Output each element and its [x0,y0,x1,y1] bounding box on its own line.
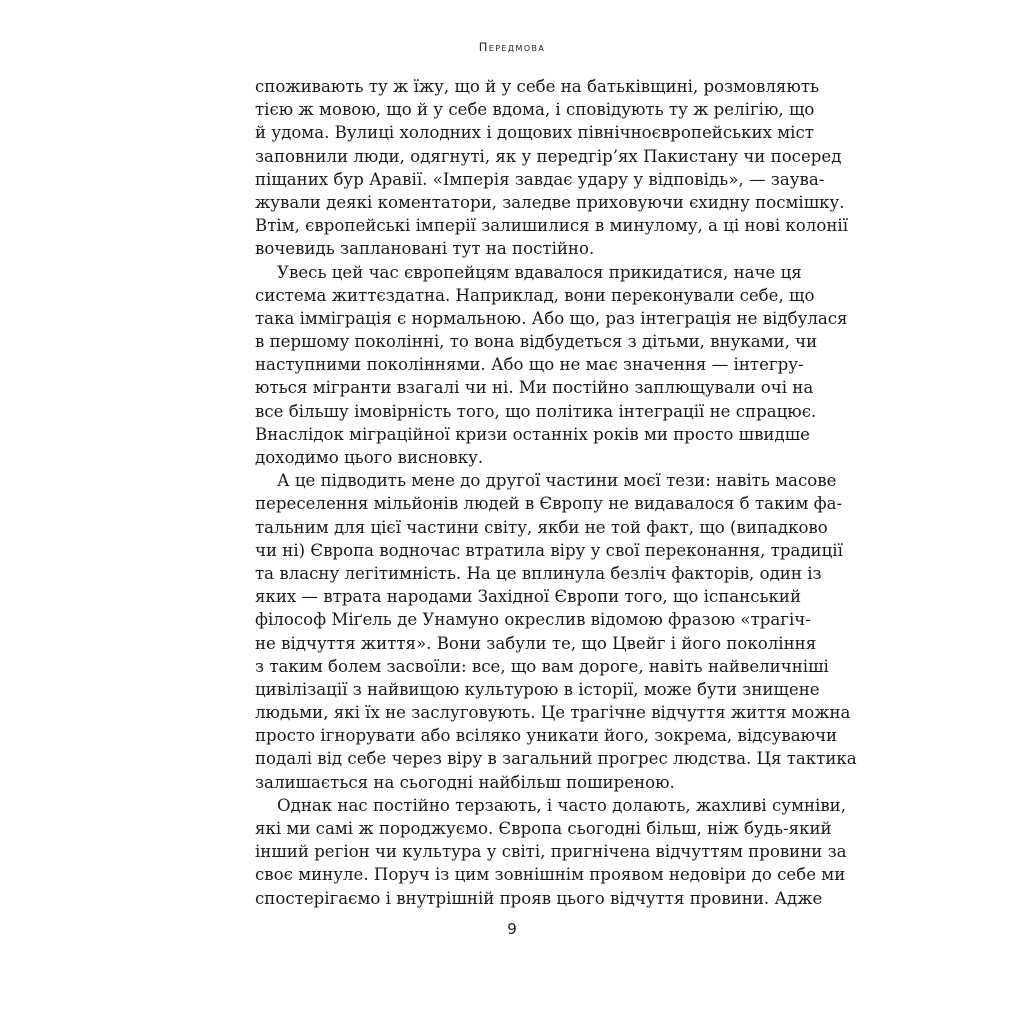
text-line: яких — втрата народами Західної Європи того, що іспанський [255,587,802,607]
text-line: доходимо цього висновку. [255,448,484,467]
text-line: просто ігнорувати або всіляко уникати його, зокрема, відсуваючи [255,726,838,746]
text-line: Однак нас постійно терзають, і часто долають, жахливі сумніви, [277,795,847,815]
text-line: інший регіон чи культура у світі, пригнічена відчуттям провини за [255,842,847,862]
text-line: не відчуття життя». Вони забули те, що Цвейг і його покоління [255,633,817,653]
text-line: тією ж мовою, що й у себе вдома, і сповідують ту ж релігію, що [255,100,815,120]
text-line: Увесь цей час європейцям вдавалося прикидатися, наче ця [277,262,802,282]
text-line: людьми, які їх не заслуговують. Це трагічне відчуття життя можна [255,703,851,723]
text-line: переселення мільйонів людей в Європу не видавалося б таким фа- [255,494,843,514]
text-line: заповнили люди, одягнуті, як у передгір’ях Пакистану чи посеред [255,146,842,166]
running-head: Передмова [478,40,546,54]
text-line: чи ні) Європа водночас втратила віру у свої переконання, традиції [255,540,843,560]
text-line: тальним для цієї частини світу, якби не той факт, що (випадково [255,517,828,537]
text-line: подалі від себе через віру в загальний прогрес людства. Ця тактика [255,749,857,769]
text-line: наступними поколіннями. Або що не має значення — інтегру- [255,355,804,375]
text-line: все більшу імовірність того, що політика інтеграції не спрацює. [255,401,817,421]
text-line: система життєздатна. Наприклад, вони переконували себе, що [255,285,815,305]
page-number: 9 [507,920,517,938]
text-line: А це підводить мене до другої частини моєї тези: навіть масове [277,471,837,491]
text-line: та власну легітимність. На це вплинула безліч факторів, один із [255,563,822,583]
text-line: з таким болем засвоїли: все, що вам дороге, навіть найвеличніші [255,656,829,676]
text-line: філософ Міґель де Унамуно окреслив відомою фразою «трагіч- [255,610,811,630]
text-line: така імміграція є нормальною. Або що, раз інтеграція не відбулася [255,308,848,328]
text-line: своє минуле. Поруч із цим зовнішнім проявом недовіри до себе ми [255,865,846,885]
text-line: спостерігаємо і внутрішній прояв цього відчуття провини. Адже [255,888,823,908]
text-line: Внаслідок міграційної кризи останніх років ми просто швидше [255,424,810,444]
text-line: які ми самі ж породжуємо. Європа сьогодні більш, ніж будь-який [255,819,832,838]
text-line: цивілізації з найвищою культурою в історії, може бути знищене [255,679,820,699]
text-line: жували деякі коментатори, заледве приховуючи єхидну посмішку. [255,192,845,212]
body-text [255,75,857,910]
text-line: ються мігранти взагалі чи ні. Ми постійно заплющували очі на [255,378,814,398]
text-line: й удома. Вулиці холодних і дощових північноєвропейських міст [255,123,814,143]
text-line: залишається на сьогодні найбільш поширеною. [255,772,675,792]
text-line: споживають ту ж їжу, що й у себе на батьківщині, розмовляють [255,77,820,96]
text-line: Втім, європейські імперії залишилися в минулому, а ці нові колонії [255,216,848,236]
text-line: в першому поколінні, то вона відбудеться з дітьми, внуками, чи [255,332,818,352]
text-line: піщаних бур Аравії. «Імперія завдає удару у відповідь», — заува- [255,169,825,189]
text-line: вочевидь заплановані тут на постійно. [255,239,595,259]
